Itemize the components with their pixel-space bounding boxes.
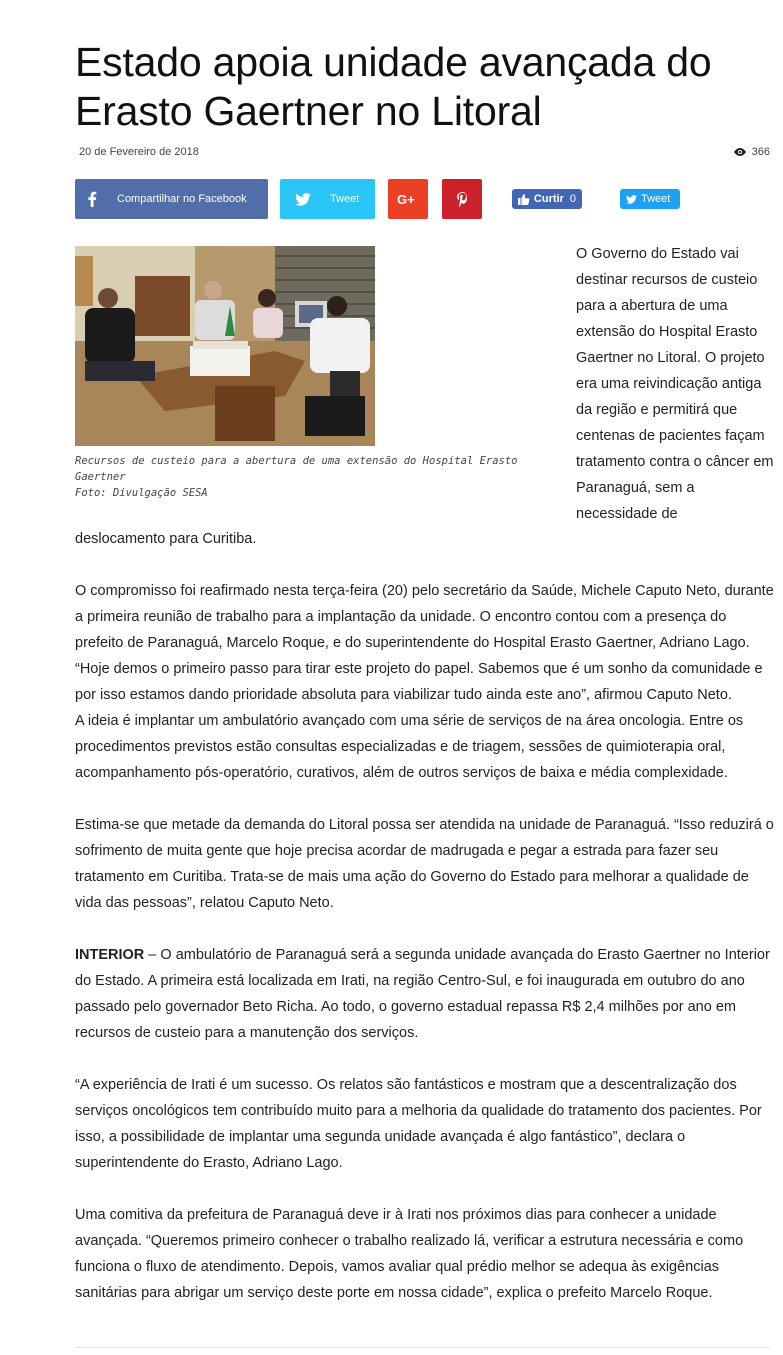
googleplus-icon — [397, 192, 419, 206]
body-paragraph-3: Estima-se que metade da demanda do Litoral possa ser atendida na unidade de Paranaguá. “Isso reduzirá o sofrimento de muita gente que hoje precisa acordar de madrugada e pegar a estrada para fazer seu tratamento em Curitiba. Trata-se de mais uma ação do Governo do Estado para melhorar a qualidade de vida das pessoas”, relatou Caputo Neto. — [75, 817, 774, 911]
googleplus-share-button[interactable] — [388, 179, 428, 219]
intro-paragraph: O Governo do Estado vai destinar recursos de custeio para a abertura de uma extensão do Hospital Erasto Gaertner no Litoral. O projeto era uma reivindicação antiga da região e permitirá que centenas de pacientes façam tratamento contra o câncer em Paranaguá, sem a necessidade de — [576, 246, 774, 522]
svg-text:G+: G+ — [397, 192, 415, 206]
tweet-small-button[interactable] — [620, 189, 680, 209]
paragraph-text: – O ambulatório de Paranaguá será a segunda unidade avançada do Erasto Gaertner no Interior do Estado. A primeira está localizada em Irati, na região Centro-Sul, e foi inaugurada em outubro do ano passado pelo governador Beto Richa. Ao todo, o governo estadual repassa R$ 2,4 milhões por ano em recursos de custeio para a manutenção dos serviços. — [75, 947, 770, 1041]
article-photo — [75, 246, 375, 446]
twitter-small-icon — [626, 195, 637, 204]
twitter-share-button[interactable] — [280, 179, 375, 219]
pinterest-icon — [457, 192, 468, 207]
body-paragraph-6: Uma comitiva da prefeitura de Paranaguá deve ir à Irati nos próximos dias para conhecer a unidade avançada. “Queremos primeiro conhecer o trabalho realizado lá, verificar a estrutura necessária e como funciona o fluxo de atendimento. Depois, vamos avaliar qual prédio melhor se adequa às exigências sanitárias para abrigar um serviço deste porte em nossa cidade”, explica o prefeito Marcelo Roque. — [75, 1207, 744, 1301]
thumbs-up-icon — [518, 194, 530, 205]
pinterest-share-button[interactable] — [442, 179, 482, 219]
paragraph-text: A ideia é implantar um ambulatório avançado com uma série de serviços de na área oncologia. Entre os procedimentos previstos estão consultas especializadas e de triagem, sessões de quimioterapia oral, acompanhamento pós-operatório, curativos, além de outros serviços de baixa e média complexidade. — [75, 713, 744, 781]
facebook-icon — [77, 179, 107, 219]
publish-date: 20 de Fevereiro de 2018 — [79, 146, 199, 158]
facebook-like-button[interactable] — [512, 189, 582, 209]
intro-continuation: deslocamento para Curitiba. — [75, 531, 257, 547]
body-paragraph-4 — [75, 942, 775, 1046]
like-count: 0 — [569, 193, 576, 205]
body-paragraph-5: “A experiência de Irati é um sucesso. Os relatos são fantásticos e mostram que a descentralização dos serviços oncológicos tem contribuído muito para a melhoria da qualidade do tratamento dos pacientes. Por isso, a possibilidade de implantar uma segunda unidade avançada é algo fantástico”, declara o superintendente do Erasto, Adriano Lago. — [75, 1077, 762, 1171]
view-count-value: 366 — [751, 146, 770, 158]
paragraph-text: O compromisso foi reafirmado nesta terça-feira (20) pelo secretário da Saúde, Michele Caputo Neto, durante a primeira reunião de trabalho para a implantação da unidade. O encontro contou com a presença do prefeito de Paranaguá, Marcelo Roque, e do superintendente do Hospital Erasto Gaertner, Adriano Lago. “Hoje demos o primeiro passo para tirar este projeto do papel. Sabemos que é um sonho da comunidade e por isso estamos dando prioridade absoluta para viabilizar tudo ainda este ano”, afirmou Caputo Neto. — [75, 583, 774, 703]
article-title: Estado apoia unidade avançada do Erasto Gaertner no Litoral — [75, 39, 712, 134]
share-bar — [75, 179, 770, 219]
tweet-small-label: Tweet — [641, 193, 671, 205]
eye-icon — [733, 147, 747, 157]
section-lead: INTERIOR — [75, 947, 145, 963]
photo-caption — [75, 453, 565, 501]
caption-text: Recursos de custeio para a abertura de uma extensão do Hospital Erasto Gaertner — [75, 455, 518, 483]
divider — [75, 1347, 770, 1348]
body-paragraph-2 — [75, 578, 775, 786]
caption-credit: Foto: Divulgação SESA — [75, 487, 208, 499]
view-count — [733, 146, 770, 158]
like-label: Curtir — [533, 193, 564, 205]
twitter-share-label: Tweet — [330, 193, 360, 205]
facebook-share-button[interactable] — [75, 179, 268, 219]
facebook-share-label: Compartilhar no Facebook — [117, 193, 247, 205]
article-meta — [75, 146, 770, 162]
twitter-icon — [288, 179, 318, 219]
